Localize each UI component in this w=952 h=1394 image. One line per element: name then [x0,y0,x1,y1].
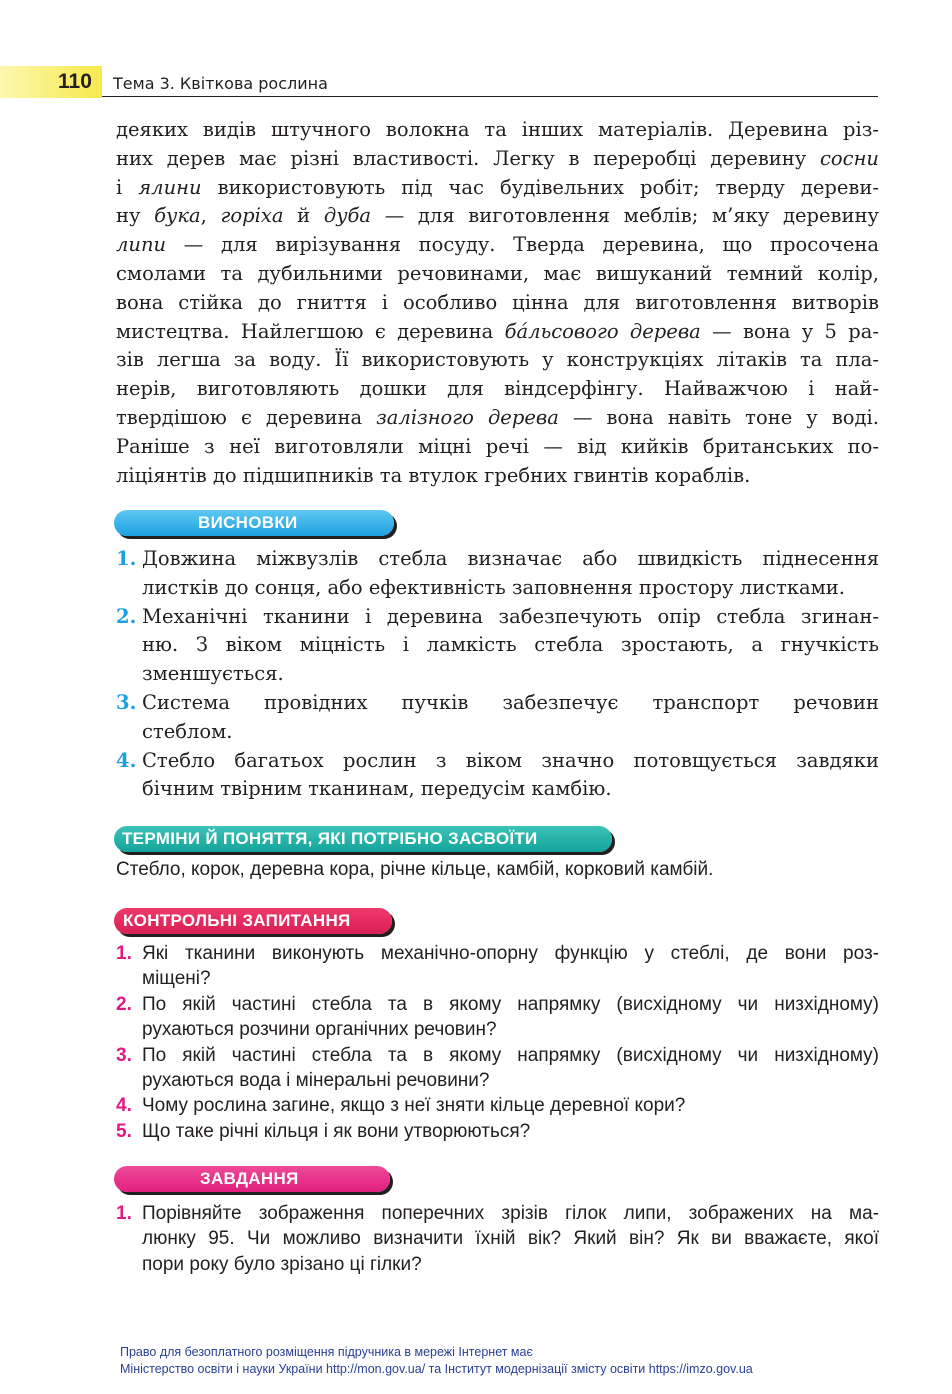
text-run: ліціянтів до підшипників та втулок гребних гвинтів кораблів. [116,463,751,487]
item-line: Система провідних пучків забезпечує транспорт речовин [142,690,879,714]
question-item [116,941,879,992]
item-line: По якій частині стебла та в якому напрямку (висхідному чи низхідному) [142,993,879,1015]
italic-term: липи [116,233,167,257]
question-item [116,1119,879,1144]
conclusion-item [116,603,879,689]
item-line: зменшується. [142,662,284,686]
text-run: деяких видів штучного волокна та інших матеріалів. Деревина різ- [116,118,879,141]
paragraph-line [116,174,879,203]
question-item [116,992,879,1043]
item-line: люнку 95. Чи можливо визначити їхній вік? Який він? Як ви вважаєте, якої [142,1228,879,1250]
item-text [116,545,879,603]
item-text [116,603,879,689]
conclusions-list [116,545,879,804]
body-paragraph [116,116,879,490]
item-text [116,941,879,992]
text-run: нерів, виготовляють дошки для віндсерфінгу. Найважчою і най- [116,377,879,401]
item-number: 3. [116,690,137,714]
item-line: пори року було зрізано ці гілки? [142,1253,422,1275]
text-run: мистецтва. Найлегшою є деревина [116,319,505,343]
paragraph-line [116,346,879,375]
item-number: 2. [116,604,137,628]
text-run: — для виготовлення меблів; м’яку деревину [371,204,879,228]
running-title: Тема 3. Квіткова рослина [113,74,328,93]
item-line: Стебло багатьох рослин з віком значно потовщується завдяки [142,748,879,772]
task-item [116,1201,879,1277]
item-text [116,1043,879,1094]
footer-line-2: Міністерство освіти і науки України http://mon.gov.ua/ та Інститут модернізації змісту освіти https://imzo.gov.ua [120,1362,753,1376]
paragraph-line [116,260,879,289]
item-line: ню. З віком міцність і ламкість стебла зростають, а гнучкість [142,633,879,657]
italic-term: горіха [220,204,284,228]
item-line: рухаються розчини органічних речовин? [142,1019,497,1041]
item-line: Порівняйте зображення поперечних зрізів гілок липи, зображених на ма- [142,1203,879,1224]
item-line: Довжина міжвузлів стебла визначає або швидкість піднесення [142,547,879,570]
italic-term: сосни [820,146,879,170]
paragraph-line [116,231,879,260]
item-text [116,689,879,747]
tasks-list [116,1201,879,1277]
section-header-control-questions: КОНТРОЛЬНІ ЗАПИТАННЯ [114,908,392,934]
italic-term: бáльсового дерева [504,319,701,343]
paragraph-line [116,462,879,491]
question-item [116,1043,879,1094]
conclusion-item [116,545,879,603]
item-number: 3. [116,1044,132,1066]
italic-term: залізного дерева [376,405,559,429]
paragraph-line [116,375,879,404]
paragraph-line [116,116,879,145]
footer-line-1: Право для безоплатного розміщення підручника в мережі Інтернет має [120,1345,533,1359]
item-line: Чому рослина загине, якщо з неї зняти кільце деревної кори? [142,1095,686,1117]
conclusion-item [116,747,879,805]
italic-term: бука [154,204,201,228]
text-run: , [200,204,221,228]
paragraph-line [116,289,879,318]
item-text [116,1201,879,1277]
footer-notice [120,1344,753,1378]
text-run: — вона у 5 ра- [700,319,879,343]
text-run: Раніше з неї виготовляли міцні речі — від кийків британських по- [116,434,879,458]
text-run: використовують під час будівельних робіт; тверду дереви- [201,175,879,199]
text-run: смолами та дубильними речовинами, має вишуканий темний колір, [116,261,879,285]
item-text [116,1093,879,1118]
item-number: 1. [116,1203,132,1224]
item-number: 2. [116,993,132,1015]
italic-term: ялини [138,175,202,199]
item-line: рухаються вода і мінеральні речовини? [142,1070,490,1092]
questions-list [116,941,879,1144]
item-text [116,992,879,1043]
item-line: листків до сонця, або ефективність заповнення простору листками. [142,575,845,599]
paragraph-line [116,318,879,347]
item-text [116,1119,879,1144]
text-run: зів легша за воду. Її використовують у конструкціях літаків та пла- [116,348,879,372]
text-run: й [283,204,324,228]
text-run: і [116,175,139,199]
item-number: 4. [116,748,137,772]
italic-term: дуба [323,204,372,228]
text-run: ну [116,204,155,228]
item-line: По якій частині стебла та в якому напрямку (висхідному чи низхідному) [142,1044,879,1066]
item-number: 1. [116,943,132,964]
item-line: Механічні тканини і деревина забезпечують опір стебла згинан- [142,604,879,628]
paragraph-line [116,433,879,462]
text-run: — вона навіть тоне у воді. [558,405,879,429]
item-number: 1. [116,547,137,570]
terms-text: Стебло, корок, деревна кора, річне кільце, камбій, корковий камбій. [116,859,714,880]
question-item [116,1093,879,1118]
section-header-terms: ТЕРМІНИ Й ПОНЯТТЯ, ЯКІ ПОТРІБНО ЗАСВОЇТИ [114,826,612,852]
item-number: 4. [116,1095,132,1117]
text-run: них дерев має різні властивості. Легку в переробці деревину [116,146,820,170]
text-run: твердішою є деревина [116,405,377,429]
item-line: стеблом. [142,719,233,743]
conclusion-item [116,689,879,747]
page-number: 110 [58,70,92,93]
item-line: бічним твірним тканинам, передусім камбію. [142,777,612,801]
text-run: — для вирізування посуду. Тверда деревина, що просочена [166,233,879,257]
item-text [116,747,879,805]
section-header-tasks: ЗАВДАННЯ [114,1166,390,1192]
paragraph-line [116,404,879,433]
item-line: Які тканини виконують механічно-опорну функцію у стеблі, де вони роз- [142,943,879,964]
item-line: міщені? [142,968,211,990]
paragraph-line [116,202,879,231]
header-divider [102,96,878,97]
text-run: вона стійка до гниття і особливо цінна для виготовлення витворів [116,290,879,314]
item-line: Що таке річні кільця і як вони утворюються? [142,1120,531,1142]
item-number: 5. [116,1120,132,1142]
paragraph-line [116,145,879,174]
section-header-conclusions: ВИСНОВКИ [114,510,394,536]
